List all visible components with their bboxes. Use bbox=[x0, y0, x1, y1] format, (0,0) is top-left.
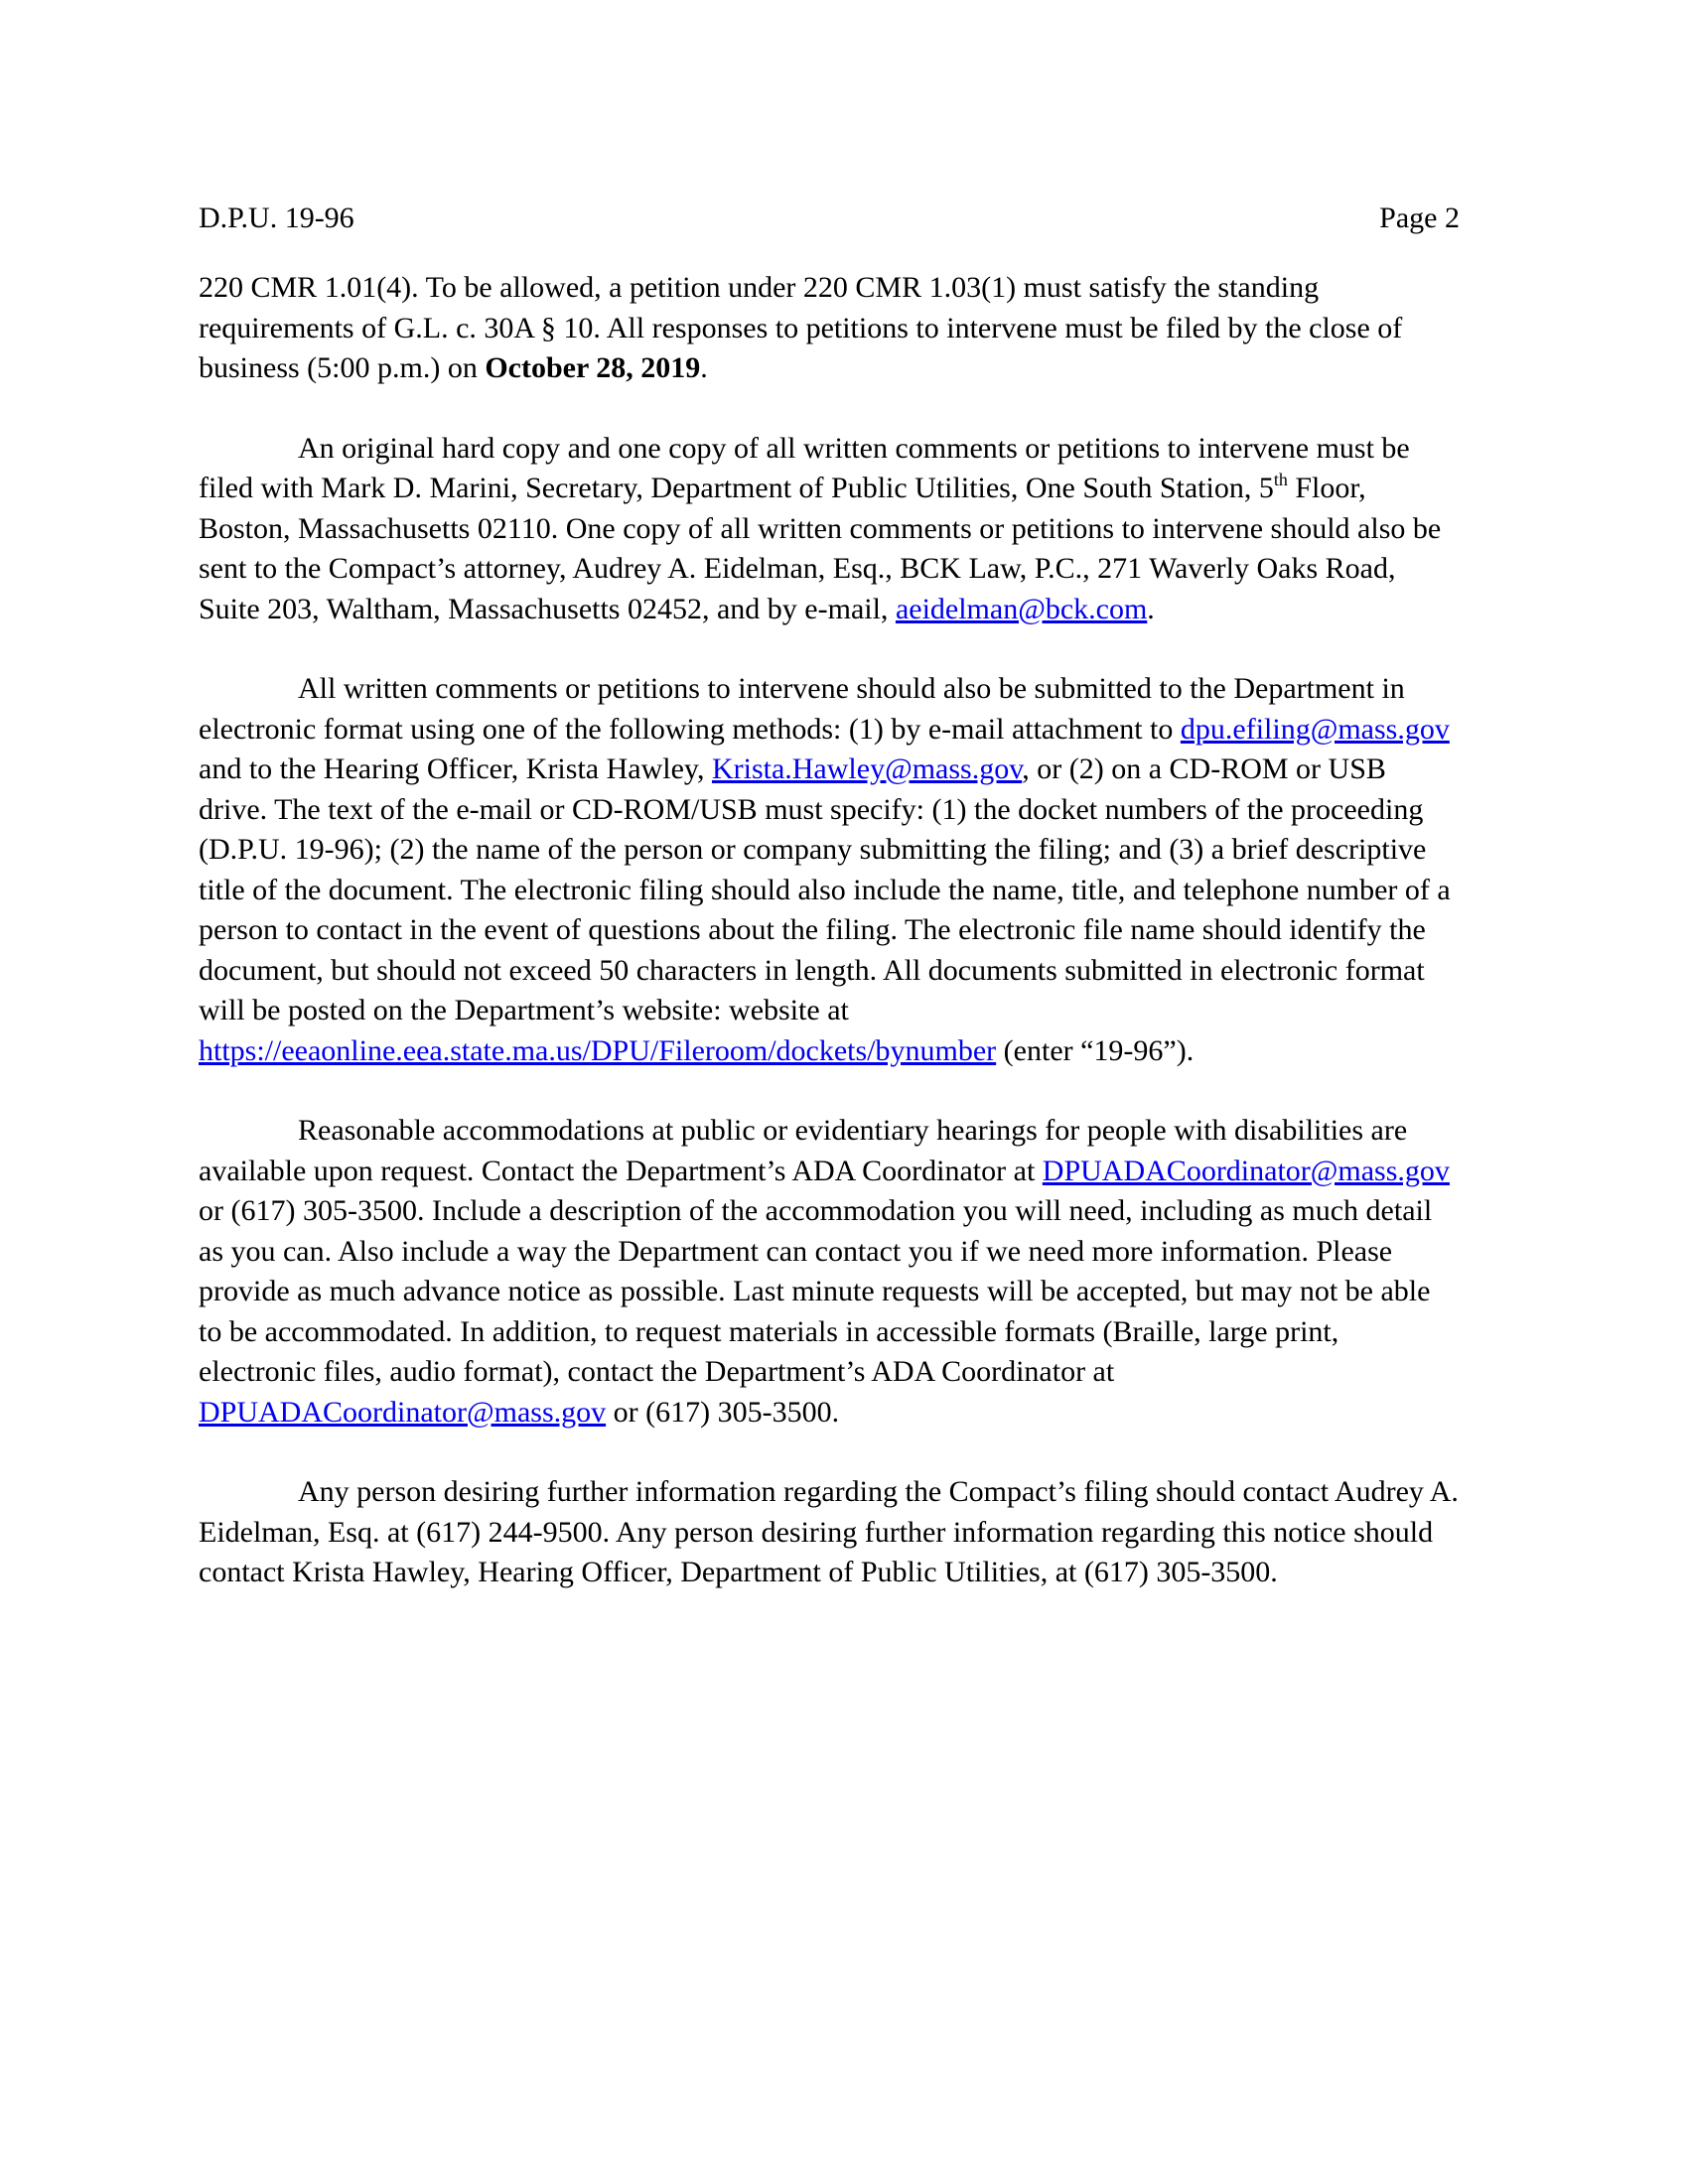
hearing-officer-email-link[interactable]: Krista.Hawley@mass.gov bbox=[711, 752, 1023, 785]
ada-email-link-2[interactable]: DPUADACoordinator@mass.gov bbox=[199, 1395, 607, 1429]
p2-text-1: An original hard copy and one copy of all written comments or petitions to intervene must be filed with Mark D. Marini, Secretary, Department of Public Utilities, One South Station, 5 bbox=[199, 431, 1410, 504]
ordinal-suffix: th bbox=[1273, 470, 1288, 489]
page-number: Page 2 bbox=[1379, 202, 1460, 234]
p3-text-1: All written comments or petitions to intervene should also be submitted to the Department in electronic format using one of the following methods: (1) by e-mail attachment to bbox=[199, 672, 1405, 746]
p4-text-2: or (617) 305-3500. Include a description of the accommodation you will need, including as much detail as you can. Also include a way the Department can contact you if we need more information. Please provide as much advance notice as possible. Last minute requests will be accepted, but may not be able to be accommodated. In addition, to request materials in accessible formats (Braille, large print, electronic files, audio format), contact the Department’s ADA Coordinator at bbox=[199, 1194, 1433, 1388]
paragraph-contact-information bbox=[199, 1472, 1460, 1593]
p4-text-3: or (617) 305-3500. bbox=[606, 1395, 840, 1429]
paragraph-filing-instructions bbox=[199, 429, 1460, 630]
paragraph-electronic-filing bbox=[199, 669, 1460, 1071]
efiling-email-link[interactable]: dpu.efiling@mass.gov bbox=[1180, 712, 1450, 746]
paragraph-accommodations bbox=[199, 1111, 1460, 1433]
document-page bbox=[199, 199, 1460, 1633]
p3-text-3: , or (2) on a CD-ROM or USB drive. The text of the e-mail or CD-ROM/USB must specify: (1) the docket numbers of the proceeding (D.P.U. 19-96); (2) the name of the person or company submitting the filing; and (3) a brief descriptive title of the document. The electronic filing should also include the name, title, and telephone number of a person to contact in the event of questions about the filing. The electronic file name should identify the document, but should not exceed 50 characters in length. All documents submitted in electronic format will be posted on the Department’s website: website at bbox=[199, 752, 1451, 1026]
p4-text-1: Reasonable accommodations at public or evidentiary hearings for people with disabilities are available upon request. Contact the Department’s ADA Coordinator at bbox=[199, 1114, 1408, 1187]
p1-text-2: . bbox=[700, 351, 708, 384]
p3-text-2: and to the Hearing Officer, Krista Hawley, bbox=[199, 752, 712, 785]
paragraph-intervention-deadline bbox=[199, 268, 1460, 389]
attorney-email-link[interactable]: aeidelman@bck.com bbox=[895, 592, 1148, 625]
fileroom-url-link[interactable]: https://eeaonline.eea.state.ma.us/DPU/Fileroom/dockets/bynumber bbox=[199, 1033, 997, 1067]
p2-text-3: . bbox=[1147, 592, 1155, 625]
p1-text-1: 220 CMR 1.01(4). To be allowed, a petition under 220 CMR 1.03(1) must satisfy the standing requirements of G.L. c. 30A § 10. All responses to petitions to intervene must be filed by the close of business (5:00 p.m.) on bbox=[199, 271, 1403, 384]
deadline-date: October 28, 2019 bbox=[485, 351, 701, 384]
p3-text-4: (enter “19-96”). bbox=[996, 1033, 1195, 1067]
p5-text: Any person desiring further information regarding the Compact’s filing should contact Audrey A. Eidelman, Esq. at (617) 244-9500. Any person desiring further information regarding this notice should contact Krista Hawley, Hearing Officer, Department of Public Utilities, at (617) 305-3500. bbox=[199, 1475, 1459, 1588]
p2-text-2: Floor, Boston, Massachusetts 02110. One copy of all written comments or petitions to intervene should also be sent to the Compact’s attorney, Audrey A. Eidelman, Esq., BCK Law, P.C., 271 Waverly Oaks Road, Suite 203, Waltham, Massachusetts 02452, and by e-mail, bbox=[199, 472, 1442, 625]
ada-email-link-1[interactable]: DPUADACoordinator@mass.gov bbox=[1042, 1154, 1450, 1187]
docket-number: D.P.U. 19-96 bbox=[199, 202, 354, 234]
page-header bbox=[199, 199, 1460, 238]
